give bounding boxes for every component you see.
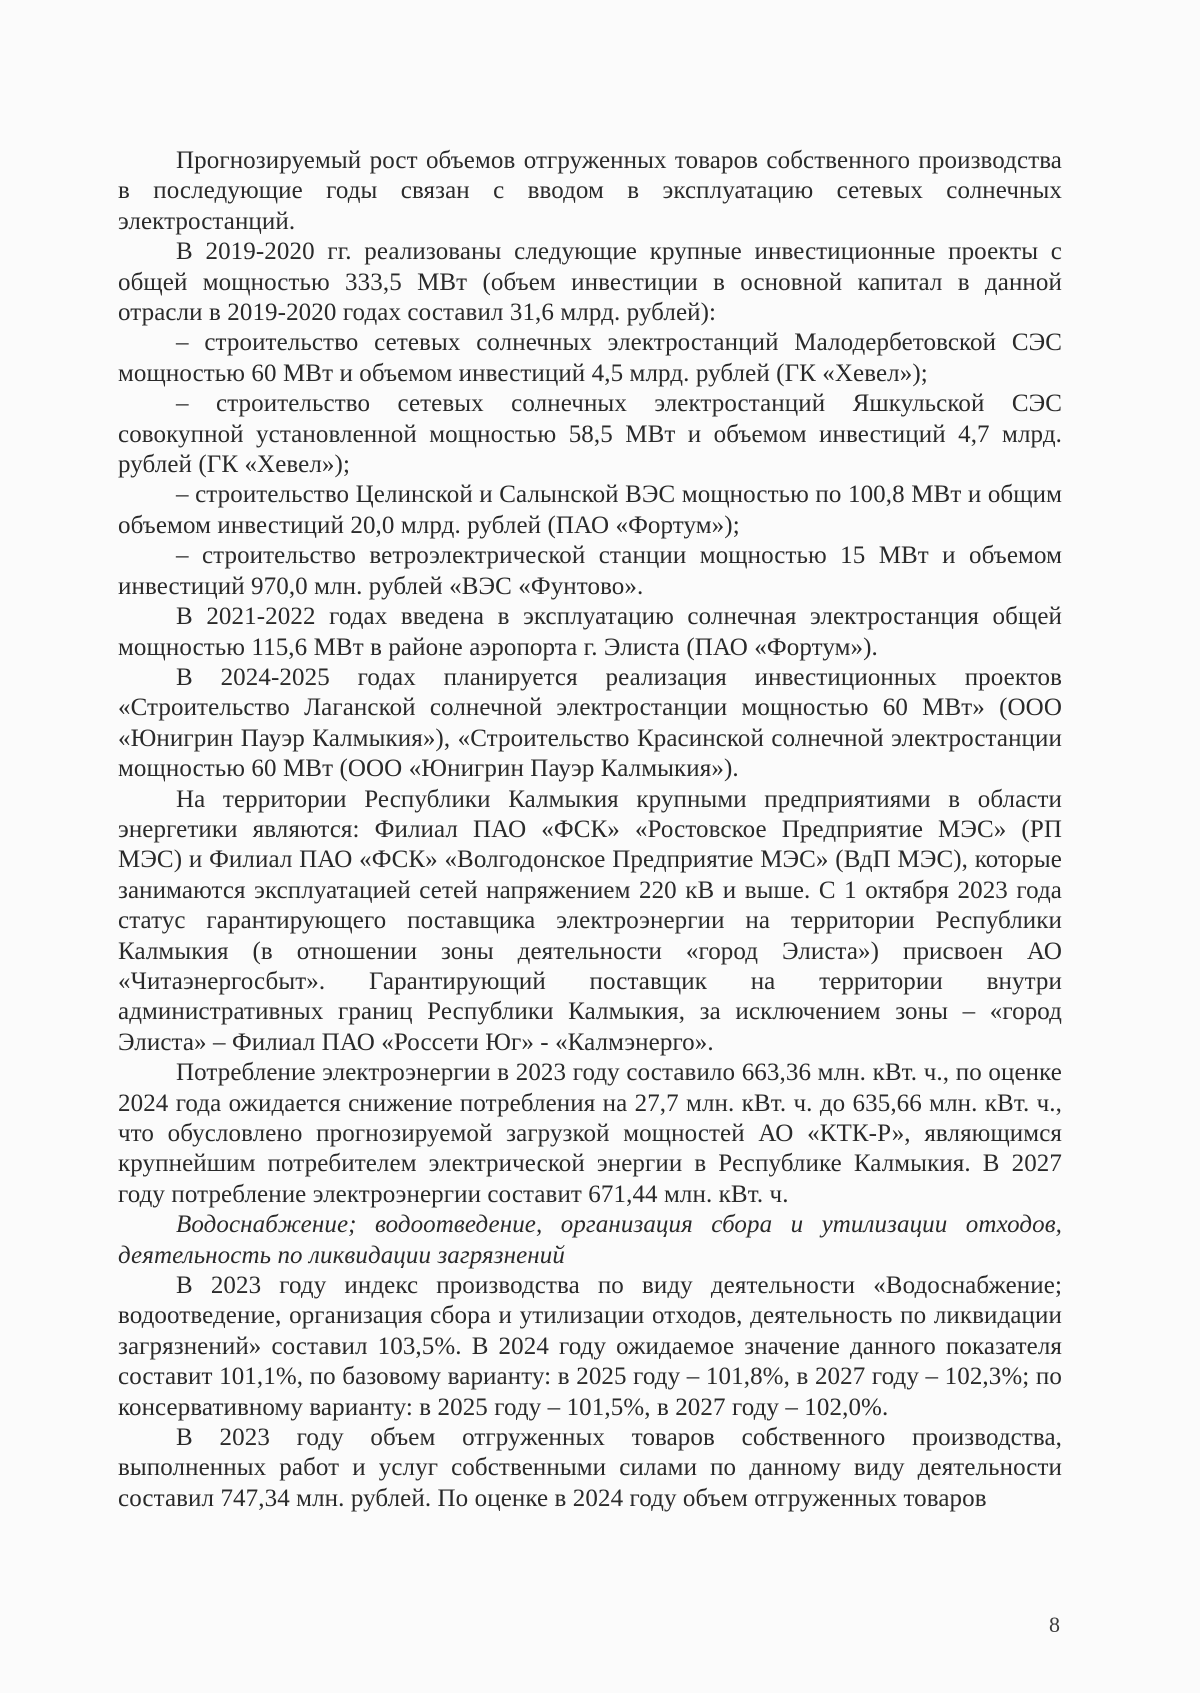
list-item: – строительство сетевых солнечных электростанций Малодербетовской СЭС мощностью 60 МВт и объемом инвестиций 4,5 млрд. рублей (ГК «Хевел»); [118, 329, 1062, 387]
paragraph: На территории Республики Калмыкия крупными предприятиями в области энергетики являются: Филиал ПАО «ФСК» «Ростовское Предприятие МЭС» (РП МЭС) и Филиал ПАО «ФСК» «Волгодонское Предприятие МЭС» (ВдП МЭС), которые занимаются эксплуатацией сетей напряжением 220 кВ и выше. С 1 октября 2023 года статус гарантирующего поставщика электроэнергии на территории Республики Калмыкия (в отношении зоны деятельности «город Элиста») присвоен АО «Читаэнергосбыт». Гарантирующий поставщик на территории внутри административных границ Республики Калмыкия, за исключением зоны – «город Элиста» – Филиал ПАО «Россети Юг» - «Калмэнерго». [118, 785, 1062, 1056]
list-item: – строительство сетевых солнечных электростанций Яшкульской СЭС совокупной установленной мощностью 58,5 МВт и объемом инвестиций 4,7 млрд. рублей (ГК «Хевел»); [118, 390, 1062, 479]
list-item: – строительство ветроэлектрической станции мощностью 15 МВт и объемом инвестиций 970,0 млн. рублей «ВЭС «Фунтово». [118, 542, 1062, 600]
list-item: – строительство Целинской и Салынской ВЭС мощностью по 100,8 МВт и общим объемом инвестиций 20,0 млрд. рублей (ПАО «Фортум»); [118, 481, 1062, 539]
paragraph: В 2023 году объем отгруженных товаров собственного производства, выполненных работ и услуг собственными силами по данному виду деятельности составил 747,34 млн. рублей. По оценке в 2024 году объем отгруженных товаров [118, 1424, 1062, 1512]
body-text [118, 146, 1062, 1514]
paragraph: Прогнозируемый рост объемов отгруженных товаров собственного производства в последующие годы связан с вводом в эксплуатацию сетевых солнечных электростанций. [118, 147, 1062, 235]
paragraph: В 2019-2020 гг. реализованы следующие крупные инвестиционные проекты с общей мощностью 333,5 МВт (объем инвестиции в основной капитал в данной отрасли в 2019-2020 годах составил 31,6 млрд. рублей): [118, 238, 1062, 327]
paragraph: Потребление электроэнергии в 2023 году составило 663,36 млн. кВт. ч., по оценке 2024 года ожидается снижение потребления на 27,7 млн. кВт. ч. до 635,66 млн. кВт. ч., что обусловлено прогнозируемой загрузкой мощностей АО «КТК-Р», являющимся крупнейшим потребителем электрической энергии в Республике Калмыкия. В 2027 году потребление электроэнергии составит 671,44 млн. кВт. ч. [118, 1059, 1062, 1208]
paragraph: В 2021-2022 годах введена в эксплуатацию солнечная электростанция общей мощностью 115,6 МВт в районе аэропорта г. Элиста (ПАО «Фортум»). [118, 603, 1062, 661]
section-heading: Водоснабжение; водоотведение, организация сбора и утилизации отходов, деятельность по ликвидации загрязнений [118, 1211, 1062, 1269]
paragraph: В 2024-2025 годах планируется реализация инвестиционных проектов «Строительство Лаганской солнечной электростанции мощностью 60 МВт» (ООО «Юнигрин Пауэр Калмыкия»), «Строительство Красинской солнечной электростанции мощностью 60 МВт (ООО «Юнигрин Пауэр Калмыкия»). [118, 663, 1062, 783]
page-number: 8 [1049, 1612, 1060, 1637]
paragraph: В 2023 году индекс производства по виду деятельности «Водоснабжение; водоотведение, организация сбора и утилизации отходов, деятельность по ликвидации загрязнений» составил 103,5%. В 2024 году ожидаемое значение данного показателя составит 101,1%, по базовому варианту: в 2025 году – 101,8%, в 2027 году – 102,3%; по консервативному варианту: в 2025 году – 101,5%, в 2027 году – 102,0%. [118, 1272, 1062, 1421]
